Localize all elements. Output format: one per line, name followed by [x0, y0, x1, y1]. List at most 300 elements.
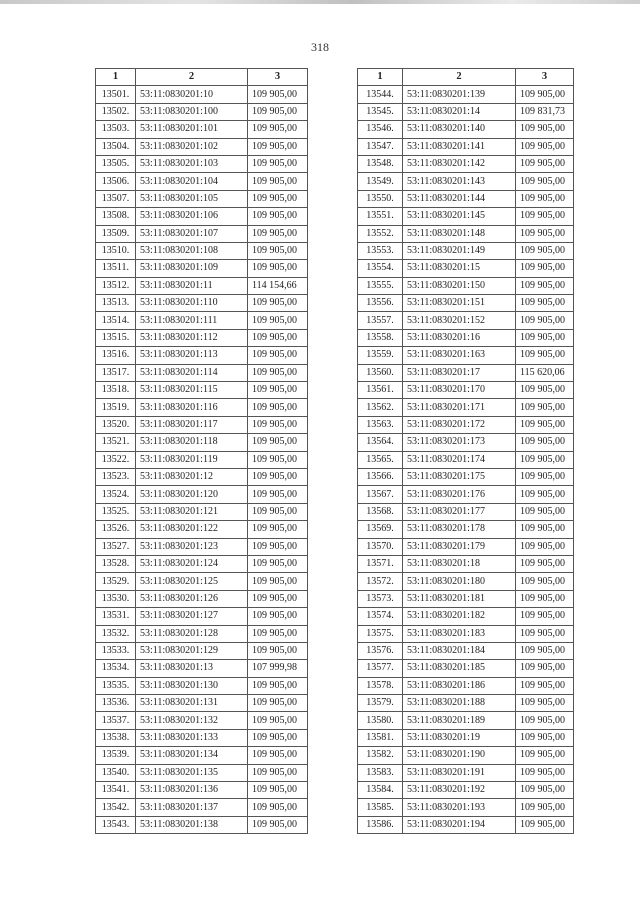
cadastral-number: 53:11:0830201:17: [403, 364, 516, 381]
table-row: [96, 173, 308, 190]
table-row: [358, 660, 574, 677]
cadastral-number: 53:11:0830201:11: [136, 277, 248, 294]
table-row: [358, 555, 574, 572]
cadastral-number: 53:11:0830201:149: [403, 242, 516, 259]
row-number: 13570.: [358, 538, 403, 555]
row-number: 13560.: [358, 364, 403, 381]
table-row: [96, 573, 308, 590]
cadastral-number: 53:11:0830201:179: [403, 538, 516, 555]
row-number: 13549.: [358, 173, 403, 190]
cadastral-number: 53:11:0830201:134: [136, 747, 248, 764]
table-row: [358, 816, 574, 833]
cadastral-number: 53:11:0830201:131: [136, 695, 248, 712]
cadastral-value: 109 905,00: [248, 642, 308, 659]
table-row: [96, 121, 308, 138]
cadastral-value: 109 905,00: [516, 521, 574, 538]
cadastral-value: 109 905,00: [248, 764, 308, 781]
cadastral-value: 109 905,00: [516, 225, 574, 242]
table-row: [358, 468, 574, 485]
table-row: [358, 590, 574, 607]
cadastral-number: 53:11:0830201:142: [403, 155, 516, 172]
cadastral-value: 109 905,00: [516, 660, 574, 677]
cadastral-number: 53:11:0830201:108: [136, 242, 248, 259]
table-row: [96, 434, 308, 451]
table-row: [96, 486, 308, 503]
cadastral-value: 109 905,00: [248, 173, 308, 190]
table-row: [358, 729, 574, 746]
row-number: 13567.: [358, 486, 403, 503]
cadastral-number: 53:11:0830201:193: [403, 799, 516, 816]
cadastral-number: 53:11:0830201:117: [136, 416, 248, 433]
cadastral-value: 109 905,00: [248, 729, 308, 746]
table-row: [358, 538, 574, 555]
cadastral-number: 53:11:0830201:148: [403, 225, 516, 242]
cadastral-value: 109 905,00: [248, 712, 308, 729]
row-number: 13537.: [96, 712, 136, 729]
row-number: 13505.: [96, 155, 136, 172]
cadastral-number: 53:11:0830201:140: [403, 121, 516, 138]
row-number: 13541.: [96, 782, 136, 799]
row-number: 13571.: [358, 555, 403, 572]
cadastral-value: 109 905,00: [248, 86, 308, 103]
row-number: 13561.: [358, 382, 403, 399]
row-number: 13525.: [96, 503, 136, 520]
row-number: 13568.: [358, 503, 403, 520]
row-number: 13576.: [358, 642, 403, 659]
cadastral-value: 109 905,00: [516, 416, 574, 433]
cadastral-value: 109 905,00: [516, 816, 574, 833]
table-row: [96, 225, 308, 242]
table-row: [358, 329, 574, 346]
cadastral-value: 109 905,00: [516, 782, 574, 799]
row-number: 13578.: [358, 677, 403, 694]
cadastral-value: 109 905,00: [248, 382, 308, 399]
cadastral-value: 109 905,00: [516, 764, 574, 781]
row-number: 13548.: [358, 155, 403, 172]
cadastral-number: 53:11:0830201:14: [403, 103, 516, 120]
cadastral-number: 53:11:0830201:127: [136, 608, 248, 625]
table-row: [358, 399, 574, 416]
row-number: 13553.: [358, 242, 403, 259]
cadastral-value: 109 905,00: [248, 242, 308, 259]
table-header-row: [358, 69, 574, 86]
cadastral-value: 109 905,00: [248, 225, 308, 242]
cadastral-number: 53:11:0830201:145: [403, 208, 516, 225]
table-row: [96, 764, 308, 781]
column-header-3: 3: [516, 69, 574, 86]
table-row: [358, 573, 574, 590]
row-number: 13511.: [96, 260, 136, 277]
cadastral-number: 53:11:0830201:129: [136, 642, 248, 659]
table-row: [96, 747, 308, 764]
row-number: 13552.: [358, 225, 403, 242]
cadastral-number: 53:11:0830201:16: [403, 329, 516, 346]
table-row: [358, 712, 574, 729]
cadastral-value: 109 905,00: [248, 155, 308, 172]
cadastral-value: 109 905,00: [248, 625, 308, 642]
table-row: [358, 121, 574, 138]
cadastral-number: 53:11:0830201:103: [136, 155, 248, 172]
cadastral-value: 109 905,00: [248, 782, 308, 799]
row-number: 13566.: [358, 468, 403, 485]
cadastral-value: 109 905,00: [516, 121, 574, 138]
table-row: [358, 138, 574, 155]
table-row: [96, 642, 308, 659]
cadastral-value: 109 905,00: [516, 138, 574, 155]
table-row: [96, 799, 308, 816]
table-row: [358, 695, 574, 712]
cadastral-value: 109 905,00: [248, 521, 308, 538]
cadastral-table-left: [95, 68, 308, 834]
row-number: 13543.: [96, 816, 136, 833]
table-row: [96, 190, 308, 207]
page-number: 318: [311, 40, 329, 54]
cadastral-number: 53:11:0830201:110: [136, 295, 248, 312]
table-row: [96, 555, 308, 572]
table-row: [358, 677, 574, 694]
cadastral-value: 109 905,00: [248, 677, 308, 694]
cadastral-number: 53:11:0830201:186: [403, 677, 516, 694]
cadastral-value: 109 905,00: [516, 695, 574, 712]
table-row: [96, 816, 308, 833]
cadastral-number: 53:11:0830201:173: [403, 434, 516, 451]
cadastral-value: 109 905,00: [248, 451, 308, 468]
cadastral-number: 53:11:0830201:184: [403, 642, 516, 659]
cadastral-value: 109 905,00: [248, 555, 308, 572]
table-row: [96, 625, 308, 642]
table-row: [358, 382, 574, 399]
cadastral-number: 53:11:0830201:19: [403, 729, 516, 746]
row-number: 13516.: [96, 347, 136, 364]
cadastral-number: 53:11:0830201:136: [136, 782, 248, 799]
cadastral-number: 53:11:0830201:125: [136, 573, 248, 590]
row-number: 13518.: [96, 382, 136, 399]
cadastral-value: 109 905,00: [248, 538, 308, 555]
row-number: 13523.: [96, 468, 136, 485]
row-number: 13517.: [96, 364, 136, 381]
table-row: [96, 86, 308, 103]
cadastral-number: 53:11:0830201:163: [403, 347, 516, 364]
cadastral-number: 53:11:0830201:138: [136, 816, 248, 833]
cadastral-value: 109 905,00: [248, 295, 308, 312]
cadastral-number: 53:11:0830201:172: [403, 416, 516, 433]
cadastral-value: 109 905,00: [248, 486, 308, 503]
cadastral-number: 53:11:0830201:122: [136, 521, 248, 538]
row-number: 13502.: [96, 103, 136, 120]
cadastral-number: 53:11:0830201:143: [403, 173, 516, 190]
row-number: 13533.: [96, 642, 136, 659]
cadastral-value: 109 905,00: [248, 503, 308, 520]
cadastral-value: 109 905,00: [516, 677, 574, 694]
row-number: 13507.: [96, 190, 136, 207]
table-row: [96, 608, 308, 625]
row-number: 13584.: [358, 782, 403, 799]
cadastral-number: 53:11:0830201:192: [403, 782, 516, 799]
cadastral-value: 109 905,00: [516, 329, 574, 346]
row-number: 13562.: [358, 399, 403, 416]
cadastral-value: 109 831,73: [516, 103, 574, 120]
table-row: [358, 173, 574, 190]
cadastral-value: 109 905,00: [248, 468, 308, 485]
cadastral-number: 53:11:0830201:132: [136, 712, 248, 729]
cadastral-number: 53:11:0830201:174: [403, 451, 516, 468]
cadastral-value: 109 905,00: [248, 329, 308, 346]
table-row: [358, 260, 574, 277]
cadastral-number: 53:11:0830201:194: [403, 816, 516, 833]
table-row: [358, 782, 574, 799]
cadastral-value: 109 905,00: [516, 277, 574, 294]
row-number: 13559.: [358, 347, 403, 364]
row-number: 13503.: [96, 121, 136, 138]
cadastral-value: 109 905,00: [516, 486, 574, 503]
row-number: 13539.: [96, 747, 136, 764]
cadastral-number: 53:11:0830201:171: [403, 399, 516, 416]
cadastral-value: 109 905,00: [248, 260, 308, 277]
table-row: [358, 799, 574, 816]
cadastral-number: 53:11:0830201:189: [403, 712, 516, 729]
row-number: 13563.: [358, 416, 403, 433]
row-number: 13547.: [358, 138, 403, 155]
cadastral-number: 53:11:0830201:144: [403, 190, 516, 207]
cadastral-number: 53:11:0830201:113: [136, 347, 248, 364]
cadastral-number: 53:11:0830201:111: [136, 312, 248, 329]
cadastral-number: 53:11:0830201:191: [403, 764, 516, 781]
cadastral-number: 53:11:0830201:105: [136, 190, 248, 207]
row-number: 13565.: [358, 451, 403, 468]
row-number: 13580.: [358, 712, 403, 729]
cadastral-value: 109 905,00: [516, 173, 574, 190]
cadastral-value: 109 905,00: [516, 434, 574, 451]
table-row: [358, 312, 574, 329]
cadastral-number: 53:11:0830201:176: [403, 486, 516, 503]
row-number: 13546.: [358, 121, 403, 138]
table-row: [96, 782, 308, 799]
row-number: 13551.: [358, 208, 403, 225]
cadastral-number: 53:11:0830201:152: [403, 312, 516, 329]
cadastral-value: 109 905,00: [516, 590, 574, 607]
cadastral-number: 53:11:0830201:15: [403, 260, 516, 277]
table-row: [96, 382, 308, 399]
table-row: [96, 260, 308, 277]
cadastral-number: 53:11:0830201:141: [403, 138, 516, 155]
scan-edge: [0, 0, 640, 4]
cadastral-number: 53:11:0830201:123: [136, 538, 248, 555]
cadastral-value: 109 905,00: [248, 312, 308, 329]
table-row: [96, 538, 308, 555]
table-row: [358, 521, 574, 538]
table-row: [358, 625, 574, 642]
cadastral-number: 53:11:0830201:126: [136, 590, 248, 607]
cadastral-value: 109 905,00: [516, 468, 574, 485]
cadastral-number: 53:11:0830201:115: [136, 382, 248, 399]
table-row: [358, 277, 574, 294]
cadastral-value: 109 905,00: [248, 121, 308, 138]
row-number: 13513.: [96, 295, 136, 312]
table-row: [96, 242, 308, 259]
cadastral-value: 109 905,00: [516, 382, 574, 399]
table-row: [358, 190, 574, 207]
cadastral-value: 109 905,00: [516, 312, 574, 329]
cadastral-number: 53:11:0830201:135: [136, 764, 248, 781]
table-row: [96, 295, 308, 312]
cadastral-value: 109 905,00: [516, 538, 574, 555]
cadastral-value: 109 905,00: [248, 190, 308, 207]
row-number: 13569.: [358, 521, 403, 538]
cadastral-value: 109 905,00: [516, 573, 574, 590]
cadastral-number: 53:11:0830201:150: [403, 277, 516, 294]
table-row: [96, 468, 308, 485]
cadastral-number: 53:11:0830201:12: [136, 468, 248, 485]
table-row: [358, 642, 574, 659]
cadastral-value: 109 905,00: [516, 747, 574, 764]
row-number: 13582.: [358, 747, 403, 764]
cadastral-number: 53:11:0830201:104: [136, 173, 248, 190]
cadastral-value: 109 905,00: [248, 590, 308, 607]
table-row: [96, 103, 308, 120]
cadastral-value: 109 905,00: [516, 190, 574, 207]
row-number: 13540.: [96, 764, 136, 781]
row-number: 13524.: [96, 486, 136, 503]
row-number: 13526.: [96, 521, 136, 538]
row-number: 13535.: [96, 677, 136, 694]
cadastral-number: 53:11:0830201:13: [136, 660, 248, 677]
row-number: 13509.: [96, 225, 136, 242]
cadastral-number: 53:11:0830201:116: [136, 399, 248, 416]
cadastral-value: 109 905,00: [516, 503, 574, 520]
row-number: 13581.: [358, 729, 403, 746]
row-number: 13506.: [96, 173, 136, 190]
cadastral-value: 109 905,00: [516, 295, 574, 312]
row-number: 13579.: [358, 695, 403, 712]
table-row: [96, 451, 308, 468]
cadastral-number: 53:11:0830201:170: [403, 382, 516, 399]
row-number: 13572.: [358, 573, 403, 590]
row-number: 13529.: [96, 573, 136, 590]
row-number: 13501.: [96, 86, 136, 103]
row-number: 13586.: [358, 816, 403, 833]
cadastral-value: 109 905,00: [516, 712, 574, 729]
cadastral-value: 109 905,00: [248, 347, 308, 364]
row-number: 13527.: [96, 538, 136, 555]
cadastral-value: 109 905,00: [248, 399, 308, 416]
cadastral-number: 53:11:0830201:10: [136, 86, 248, 103]
cadastral-value: 109 905,00: [516, 555, 574, 572]
cadastral-value: 109 905,00: [248, 138, 308, 155]
table-row: [96, 312, 308, 329]
table-row: [96, 677, 308, 694]
cadastral-value: 109 905,00: [516, 208, 574, 225]
cadastral-value: 109 905,00: [248, 695, 308, 712]
cadastral-value: 109 905,00: [248, 208, 308, 225]
table-row: [358, 434, 574, 451]
cadastral-value: 109 905,00: [516, 642, 574, 659]
row-number: 13504.: [96, 138, 136, 155]
cadastral-number: 53:11:0830201:137: [136, 799, 248, 816]
cadastral-value: 109 905,00: [248, 416, 308, 433]
row-number: 13555.: [358, 277, 403, 294]
row-number: 13542.: [96, 799, 136, 816]
row-number: 13530.: [96, 590, 136, 607]
cadastral-value: 109 905,00: [516, 242, 574, 259]
cadastral-number: 53:11:0830201:180: [403, 573, 516, 590]
table-row: [96, 416, 308, 433]
row-number: 13521.: [96, 434, 136, 451]
cadastral-value: 109 905,00: [248, 608, 308, 625]
table-row: [358, 416, 574, 433]
column-header-3: 3: [248, 69, 308, 86]
cadastral-number: 53:11:0830201:175: [403, 468, 516, 485]
cadastral-value: 109 905,00: [248, 103, 308, 120]
cadastral-number: 53:11:0830201:188: [403, 695, 516, 712]
table-row: [96, 712, 308, 729]
column-header-1: 1: [358, 69, 403, 86]
table-row: [358, 155, 574, 172]
cadastral-number: 53:11:0830201:181: [403, 590, 516, 607]
table-row: [358, 242, 574, 259]
table-row: [96, 329, 308, 346]
cadastral-value: 109 905,00: [248, 799, 308, 816]
cadastral-value: 107 999,98: [248, 660, 308, 677]
table-row: [358, 503, 574, 520]
table-row: [358, 747, 574, 764]
row-number: 13544.: [358, 86, 403, 103]
table-row: [358, 103, 574, 120]
cadastral-value: 109 905,00: [248, 747, 308, 764]
cadastral-value: 109 905,00: [248, 364, 308, 381]
row-number: 13585.: [358, 799, 403, 816]
cadastral-number: 53:11:0830201:118: [136, 434, 248, 451]
cadastral-number: 53:11:0830201:101: [136, 121, 248, 138]
cadastral-number: 53:11:0830201:119: [136, 451, 248, 468]
column-header-1: 1: [96, 69, 136, 86]
cadastral-number: 53:11:0830201:177: [403, 503, 516, 520]
row-number: 13557.: [358, 312, 403, 329]
row-number: 13574.: [358, 608, 403, 625]
row-number: 13583.: [358, 764, 403, 781]
cadastral-number: 53:11:0830201:151: [403, 295, 516, 312]
table-row: [358, 451, 574, 468]
cadastral-value: 109 905,00: [516, 608, 574, 625]
cadastral-number: 53:11:0830201:18: [403, 555, 516, 572]
row-number: 13520.: [96, 416, 136, 433]
table-row: [358, 608, 574, 625]
row-number: 13545.: [358, 103, 403, 120]
cadastral-number: 53:11:0830201:124: [136, 555, 248, 572]
table-row: [358, 295, 574, 312]
cadastral-value: 109 905,00: [516, 260, 574, 277]
cadastral-number: 53:11:0830201:128: [136, 625, 248, 642]
cadastral-number: 53:11:0830201:100: [136, 103, 248, 120]
table-row: [96, 660, 308, 677]
cadastral-value: 109 905,00: [516, 155, 574, 172]
row-number: 13514.: [96, 312, 136, 329]
row-number: 13531.: [96, 608, 136, 625]
cadastral-number: 53:11:0830201:178: [403, 521, 516, 538]
row-number: 13538.: [96, 729, 136, 746]
cadastral-number: 53:11:0830201:185: [403, 660, 516, 677]
row-number: 13564.: [358, 434, 403, 451]
row-number: 13534.: [96, 660, 136, 677]
row-number: 13508.: [96, 208, 136, 225]
row-number: 13519.: [96, 399, 136, 416]
row-number: 13515.: [96, 329, 136, 346]
cadastral-value: 109 905,00: [516, 799, 574, 816]
table-row: [96, 208, 308, 225]
cadastral-value: 109 905,00: [516, 399, 574, 416]
row-number: 13536.: [96, 695, 136, 712]
cadastral-value: 109 905,00: [248, 573, 308, 590]
table-row: [96, 590, 308, 607]
